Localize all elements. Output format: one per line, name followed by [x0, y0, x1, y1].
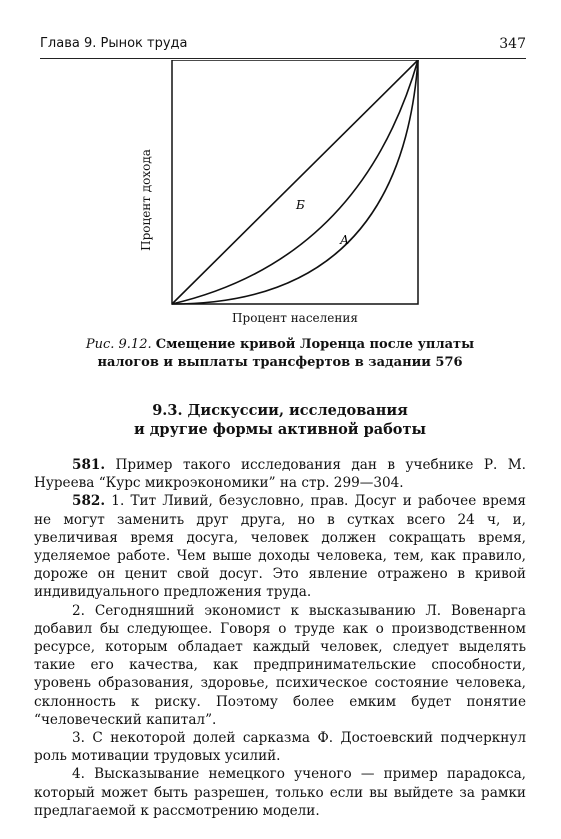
paragraph-text: 1. Тит Ливий, безусловно, прав. Досуг и рабочее время не могут заменить друг друга, но в сутках всего 24 ч, и, увеличивая время досуга, человек должен сокращать время, уделяемое работе. Чем выше доходы человека, тем, как правило, дороже он ценит свой досуг. Это явление отражено в кривой индивидуального предложения труда.	[34, 493, 526, 601]
curve-a-label: А	[340, 233, 350, 247]
section-title-line1: 9.3. Дискуссии, исследования	[152, 402, 408, 419]
equality-line	[172, 60, 418, 304]
paragraph-581	[34, 456, 526, 492]
curve-b-label: Б	[296, 198, 305, 212]
paragraph-582-4	[34, 765, 526, 820]
paragraph-582-2	[34, 602, 526, 729]
running-header	[40, 36, 526, 59]
figure-caption	[80, 336, 480, 372]
paragraph-582-3	[34, 729, 526, 765]
lorenz-chart	[150, 60, 420, 330]
caption-text: Смещение кривой Лоренца после уплаты налогов и выплаты трансфертов в задании 576	[97, 337, 475, 370]
y-axis-label: Процент дохода	[139, 149, 153, 251]
section-title-line2: и другие формы активной работы	[133, 421, 427, 438]
x-axis-label: Процент населения	[232, 311, 358, 325]
paragraph-text: 3. С некоторой долей сарказма Ф. Достоевский подчеркнул роль мотивации трудовых усилий.	[34, 730, 526, 765]
section-title	[80, 401, 480, 439]
paragraph-number: 582.	[72, 493, 106, 510]
paragraph-text: 4. Высказывание немецкого ученого — пример парадокса, который может быть разрешен, только если вы выйдете за рамки предлагаемой к рассмотрению модели.	[34, 766, 526, 819]
chapter-title: Глава 9. Рынок труда	[40, 36, 188, 51]
paragraph-582	[34, 492, 526, 601]
paragraph-text: Пример такого исследования дан в учебнике Р. М. Нуреева “Курс микроэкономики” на стр. 299—304.	[34, 457, 526, 492]
paragraph-text: 2. Сегодняшний экономист к высказыванию Л. Вовенарга добавил бы следующее. Говоря о труде как о производственном ресурсе, которым обладает каждый человек, следует выделять такие его качества, как предпринимательские способности, уровень образования, здоровье, психическое состояние человека, склонность к риску. Поэтому более емким будет понятие “человеческий капитал”.	[34, 602, 526, 728]
paragraph-number: 581.	[72, 457, 106, 473]
page-number: 347	[499, 36, 526, 52]
lorenz-figure	[150, 60, 420, 330]
body-text	[34, 456, 526, 820]
caption-label: Рис. 9.12.	[85, 337, 152, 352]
